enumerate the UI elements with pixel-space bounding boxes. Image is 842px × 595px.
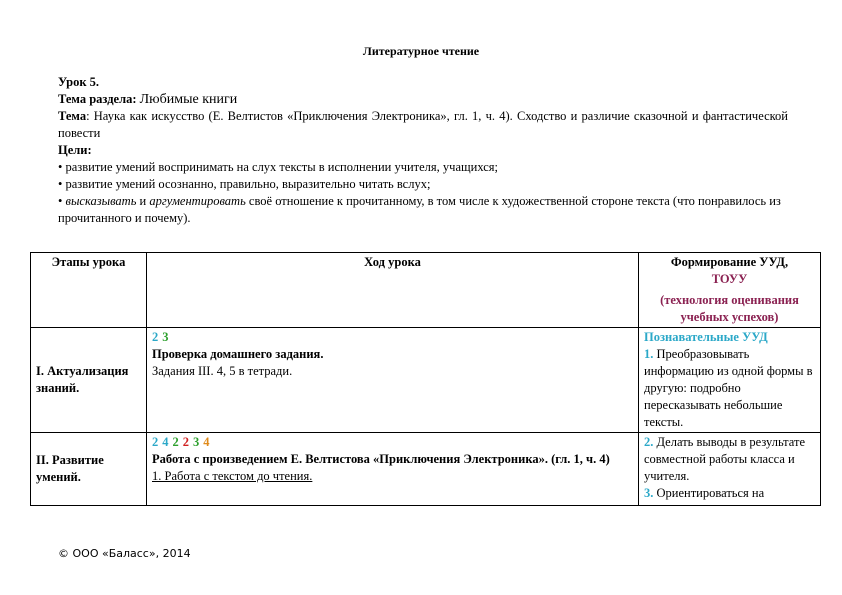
level-marker: 3 — [162, 330, 169, 344]
goal-rest: своё отношение к прочитанному, в том числе к художественной стороне текста (что понравилось из прочитанного и почему). — [58, 194, 781, 225]
level-marker: 2 — [182, 435, 189, 449]
uud-cell — [639, 433, 821, 506]
lesson-number: Урок 5. — [58, 75, 100, 89]
topic-label: Тема — [58, 109, 87, 123]
uud-item: 3. Ориентироваться на — [644, 486, 765, 500]
level-markers — [152, 434, 633, 451]
task-title: Работа с произведением Е. Велтистова «Приключения Электроника». (гл. 1, ч. 4) — [152, 452, 610, 466]
course-cell — [147, 433, 639, 506]
level-marker: 2 — [152, 330, 159, 344]
topic-line — [58, 108, 788, 142]
goal-item: • развитие умений воспринимать на слух тексты в исполнении учителя, учащихся; — [58, 160, 498, 174]
lesson-table — [30, 252, 821, 506]
table-header-row — [31, 253, 821, 328]
stage-cell — [31, 328, 147, 433]
header-stages: Этапы урока — [31, 253, 147, 328]
level-marker: 2 — [152, 435, 159, 449]
table-row — [31, 433, 821, 506]
level-marker: 4 — [162, 435, 169, 449]
document-title: Литературное чтение — [362, 44, 480, 58]
task-text: Задания III. 4, 5 в тетради. — [152, 364, 293, 378]
level-marker: 2 — [172, 435, 179, 449]
task-title: Проверка домашнего задания. — [152, 347, 324, 361]
uud-item: 2. Делать выводы в результате совместной работы класса и учителя. — [644, 435, 806, 483]
touu-heading: ТОУУ — [711, 272, 748, 286]
level-markers — [152, 329, 633, 346]
uud-cell — [639, 328, 821, 433]
level-marker: 4 — [203, 435, 210, 449]
section-line — [58, 91, 788, 108]
goal-item — [58, 193, 788, 227]
section-value: Любимые книги — [139, 92, 238, 107]
goal-item: • развитие умений осознанно, правильно, выразительно читать вслух; — [58, 177, 431, 191]
uud-category: Познавательные УУД — [644, 330, 768, 344]
lesson-header — [58, 74, 788, 227]
goal-bullet: • — [58, 194, 66, 208]
topic-value: : Наука как искусство (Е. Велтистов «Приключения Электроника», гл. 1, ч. 4). Сходство и различие сказочной и фантастической повести — [58, 109, 788, 140]
uud-heading: Формирование УУД, — [670, 255, 789, 269]
stage-label: II. Развитие умений. — [36, 453, 104, 484]
stage-label: I. Актуализация знаний. — [36, 364, 129, 395]
copyright-footer: © ООО «Баласс», 2014 — [58, 547, 191, 560]
header-course: Ход урока — [147, 253, 639, 328]
level-marker: 3 — [193, 435, 200, 449]
task-subitem: 1. Работа с текстом до чтения. — [152, 469, 313, 483]
goal-and: и — [136, 194, 150, 208]
stage-cell — [31, 433, 147, 506]
section-label: Тема раздела: — [58, 92, 137, 106]
course-cell — [147, 328, 639, 433]
uud-item: 1. Преобразовывать информацию из одной формы в другую: подробно пересказывать небольшие тексты. — [644, 347, 813, 429]
table-row — [31, 328, 821, 433]
goals-label: Цели: — [58, 143, 92, 157]
touu-description: (технология оценивания учебных успехов) — [660, 293, 799, 324]
header-uud — [639, 253, 821, 328]
goal-verb-express: высказывать — [65, 194, 137, 208]
goal-verb-argue: аргументировать — [149, 194, 246, 208]
